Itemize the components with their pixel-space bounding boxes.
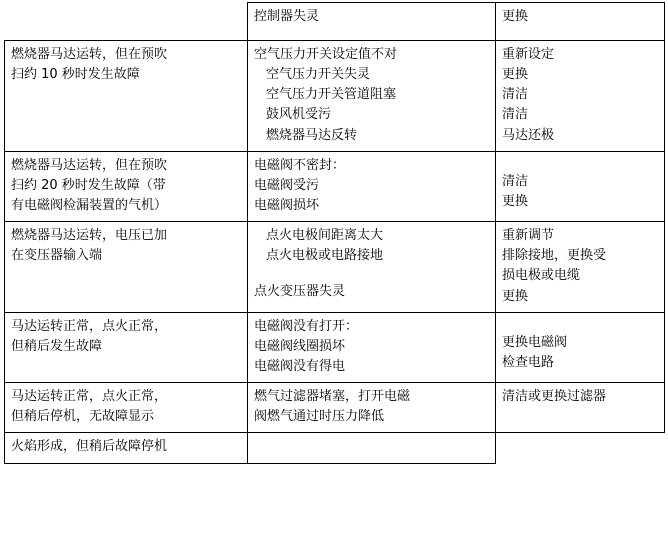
remedy-cell xyxy=(496,312,665,382)
symptom-cell xyxy=(5,383,248,433)
cause-line: 燃烧器马达反转 xyxy=(266,127,358,143)
remedy-line: 清洁或更换过滤器 xyxy=(502,389,607,405)
remedy-line: 马达还极 xyxy=(502,127,555,143)
remedy-line: 更换电磁阀 xyxy=(502,334,568,350)
header-cell-remedy: 更换 xyxy=(496,3,665,41)
remedy-line: 排除接地，更换受 xyxy=(502,248,607,264)
remedy-cell xyxy=(496,383,665,433)
cause-line: 电磁阀线圈损坏 xyxy=(254,338,346,354)
symptom-cell xyxy=(5,222,248,313)
header-cell-empty xyxy=(5,3,248,41)
symptom-cell xyxy=(5,41,248,152)
symptom-line: 燃烧器马达运转，但在预吹 xyxy=(11,47,168,62)
cause-line: 空气压力开关设定值不对 xyxy=(254,47,398,62)
remedy-line: 损电极或电缆 xyxy=(502,268,581,284)
document-page xyxy=(0,2,668,558)
remedy-line: 清洁 xyxy=(502,87,529,103)
table-row xyxy=(5,222,665,313)
cause-line: 空气压力开关管道阻塞 xyxy=(266,87,397,103)
table-row xyxy=(5,312,665,382)
remedy-line: 清洁 xyxy=(502,173,529,189)
cause-cell xyxy=(248,222,496,313)
cause-line: 鼓风机受污 xyxy=(266,107,332,123)
symptom-line: 在变压器输入端 xyxy=(11,248,103,264)
remedy-cell xyxy=(496,151,665,221)
cause-cell xyxy=(248,312,496,382)
symptom-cell xyxy=(5,312,248,382)
cause-line: 电磁阀损坏 xyxy=(254,197,320,213)
cause-line: 燃气过滤器堵塞，打开电磁 xyxy=(254,389,411,405)
symptom-line: 有电磁阀检漏装置的气机） xyxy=(11,197,168,213)
symptom-line: 但稍后发生故障 xyxy=(11,338,103,354)
table-row xyxy=(5,433,665,463)
symptom-line: 马达运转正常，点火正常， xyxy=(11,389,168,405)
cause-cell xyxy=(248,151,496,221)
remedy-cell xyxy=(496,41,665,152)
cause-line: 点火变压器失灵 xyxy=(254,284,346,300)
cause-line: 电磁阀不密封： xyxy=(254,157,346,173)
symptom-line: 扫约 10 秒时发生故障 xyxy=(11,67,140,83)
symptom-line: 扫约 20 秒时发生故障（带 xyxy=(11,177,166,193)
remedy-line: 检查电路 xyxy=(502,354,555,370)
table-row xyxy=(5,41,665,152)
table-row xyxy=(5,383,665,433)
remedy-line: 清洁 xyxy=(502,107,529,123)
cause-cell xyxy=(248,41,496,152)
symptom-line: 火焰形成，但稍后故障停机 xyxy=(11,439,168,455)
remedy-line: 更换 xyxy=(502,67,529,83)
cause-cell xyxy=(248,433,496,463)
remedy-cell-empty xyxy=(496,433,665,463)
fault-troubleshooting-table xyxy=(4,2,665,464)
cause-line: 电磁阀没有得电 xyxy=(254,358,346,374)
table-row-header xyxy=(5,3,665,41)
remedy-cell xyxy=(496,222,665,313)
symptom-cell xyxy=(5,433,248,463)
table-row xyxy=(5,151,665,221)
cause-line-blank xyxy=(254,266,489,282)
remedy-line: 重新调节 xyxy=(502,228,555,244)
symptom-cell xyxy=(5,151,248,221)
symptom-line: 但稍后停机，无故障显示 xyxy=(11,409,155,425)
remedy-line: 重新设定 xyxy=(502,47,555,62)
cause-line: 阀燃气通过时压力降低 xyxy=(254,409,385,425)
symptom-line: 燃烧器马达运转，电压已加 xyxy=(11,228,168,244)
cause-line: 点火电极间距离太大 xyxy=(266,228,384,244)
remedy-line-blank xyxy=(502,156,658,172)
remedy-line: 更换 xyxy=(502,193,529,209)
remedy-line-blank xyxy=(502,317,658,333)
cause-line: 空气压力开关失灵 xyxy=(266,67,371,83)
cause-cell xyxy=(248,383,496,433)
remedy-line: 更换 xyxy=(502,288,529,304)
cause-line: 点火电极或电路接地 xyxy=(266,248,384,264)
cause-line: 电磁阀受污 xyxy=(254,177,320,193)
symptom-line: 燃烧器马达运转，但在预吹 xyxy=(11,157,168,173)
header-cell-cause: 控制器失灵 xyxy=(248,3,496,41)
cause-line: 电磁阀没有打开： xyxy=(254,318,359,334)
symptom-line: 马达运转正常，点火正常， xyxy=(11,318,168,334)
